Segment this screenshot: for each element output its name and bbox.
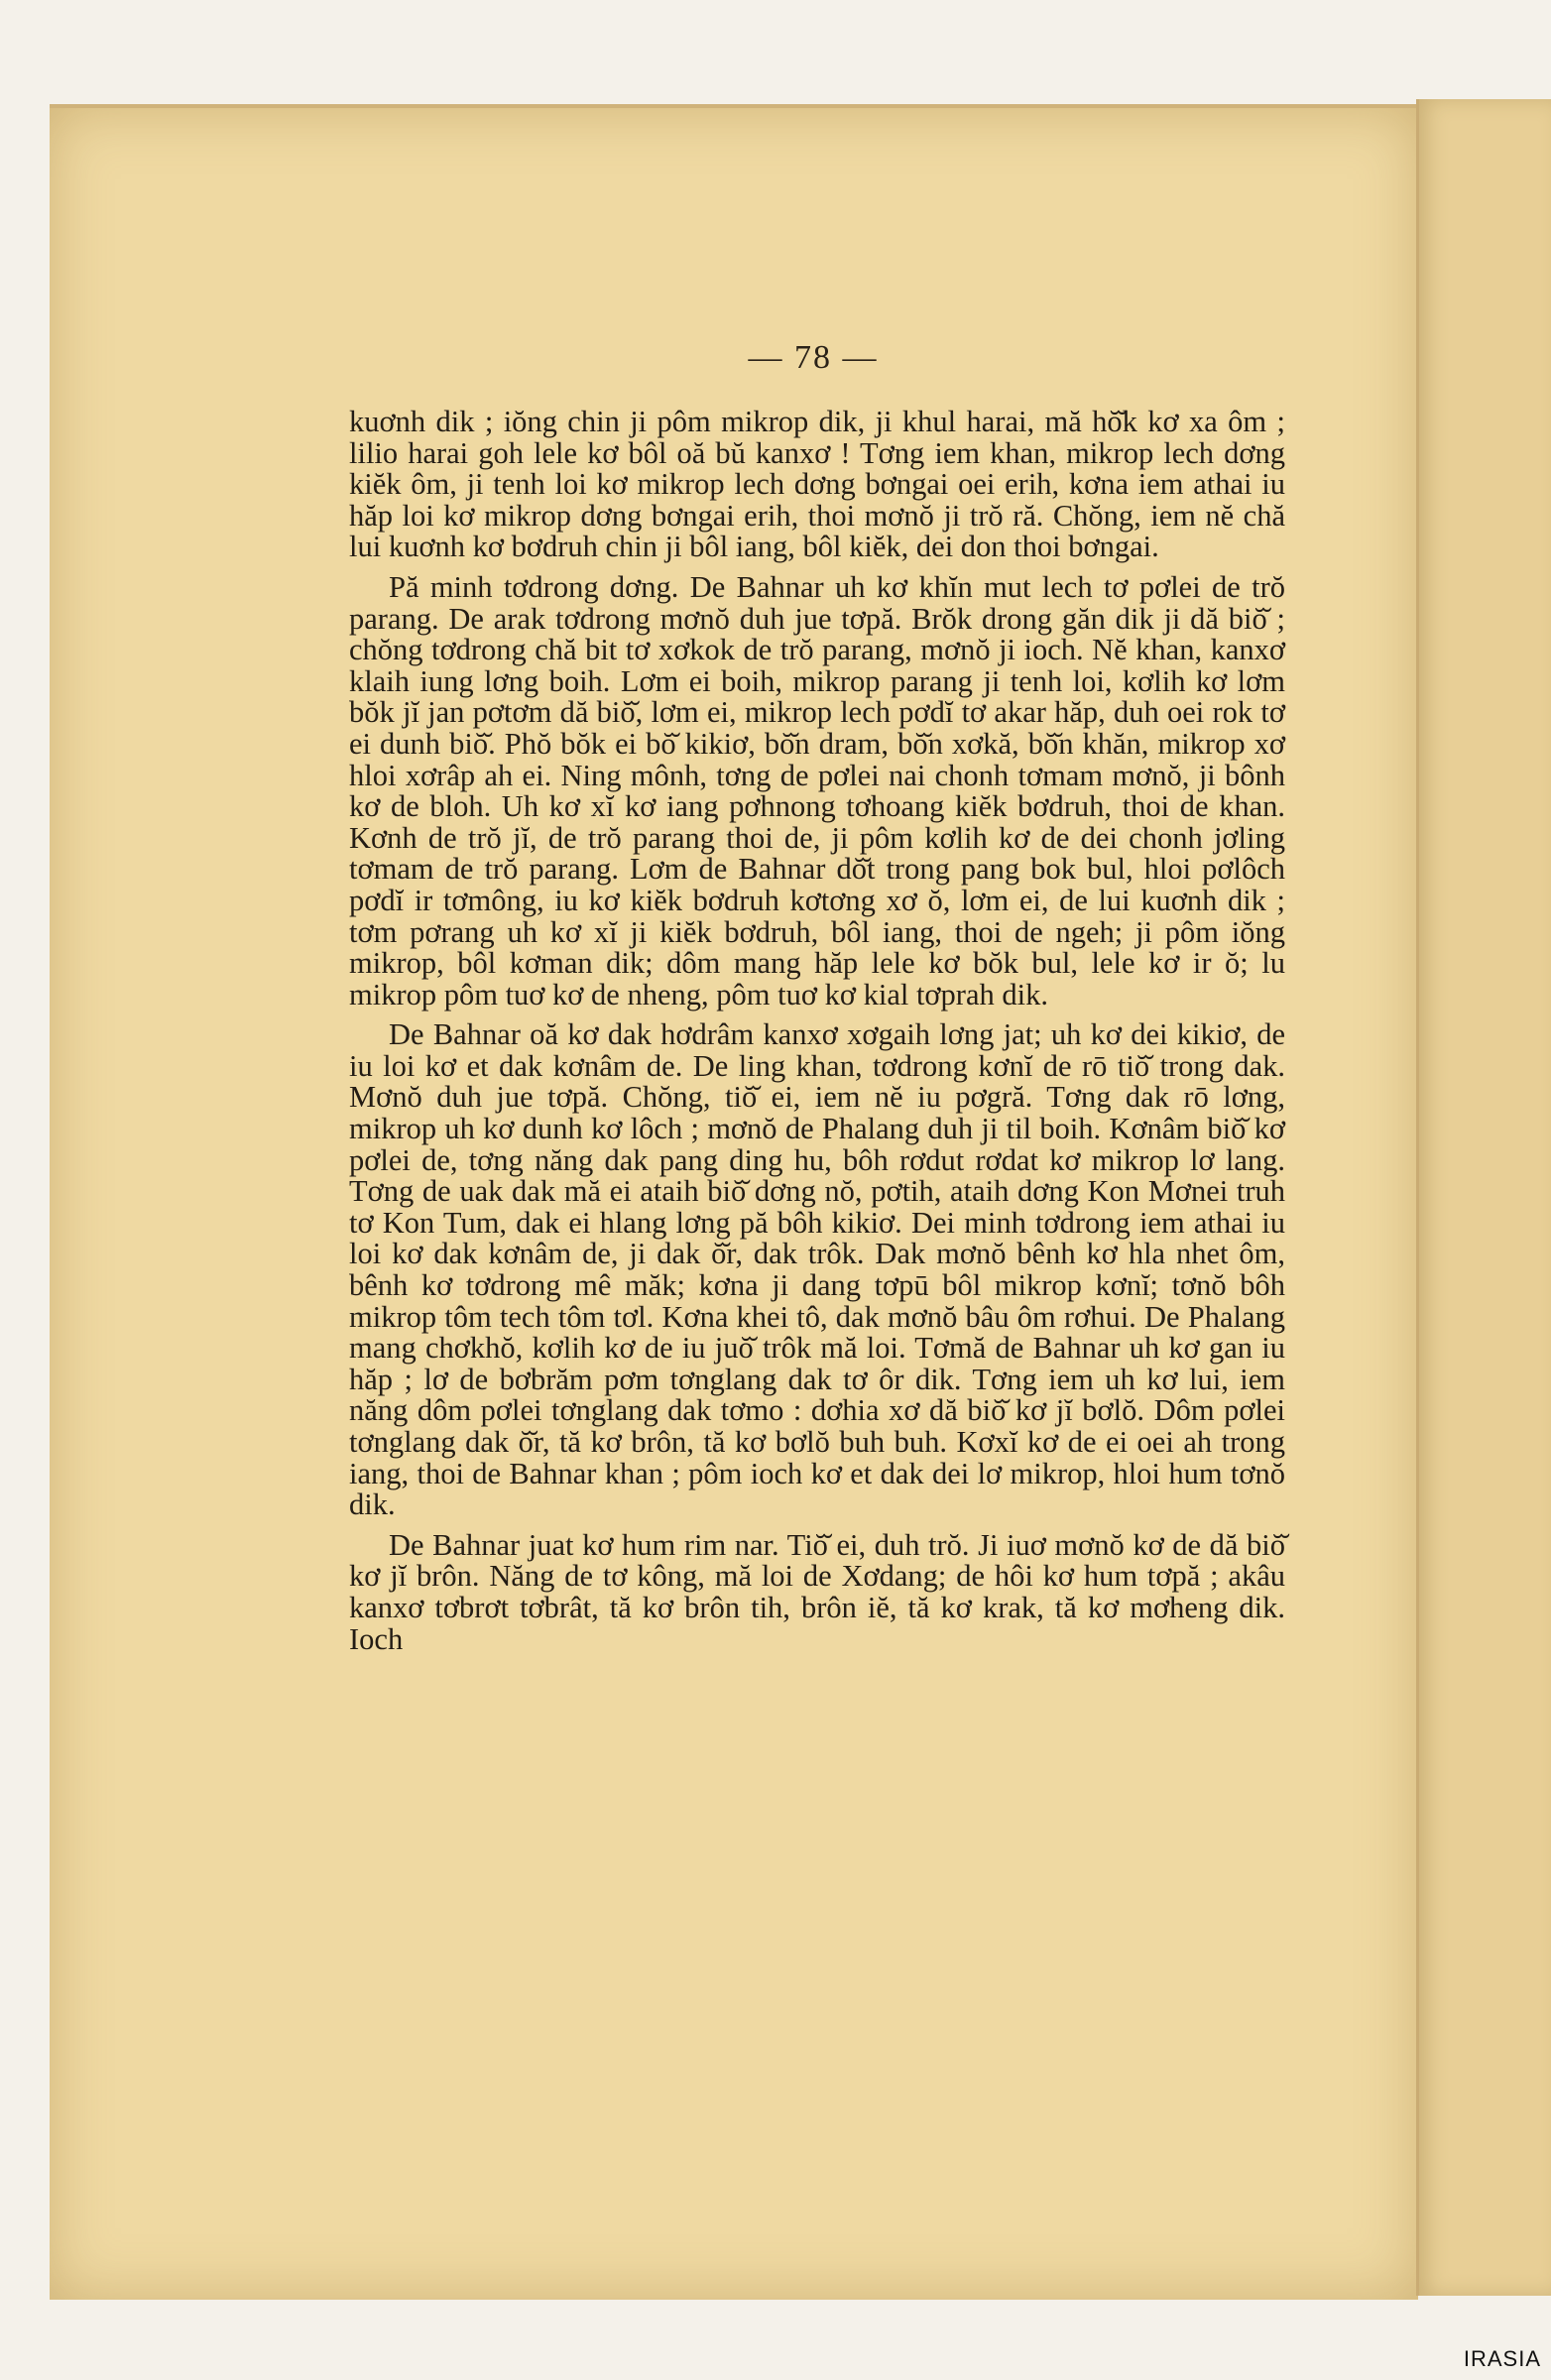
paragraph-4: De Bahnar juat kơ hum rim nar. Tiŏ̆ ei, duh trŏ. Ji iuơ mơnŏ kơ de dă biŏ̆ kơ jĭ brôn. Năng de tơ kông, mă loi de Xơdang; de hôi kơ hum tơpă ; akâu kanxơ tơbrơt tơbrât, tă kơ brôn tih, brôn iĕ, tă kơ krak, tă kơ mơheng dik. Ioch	[349, 1527, 1285, 1656]
paragraph-1: kuơnh dik ; iŏng chin ji pôm mikrop dik, ji khul harai, mă hŏ̆k kơ xa ôm ; lilio harai goh lele kơ bôl oă bŭ kanxơ ! Tơng iem khan, mikrop lech dơng kiĕk ôm, ji tenh loi kơ mikrop lech dơng bơngai oei erih, kơna iem athai iu hăp loi kơ mikrop dơng bơngai erih, thoi mơnŏ ji trŏ ră. Chŏng, iem nĕ chă lui kuơnh kơ bơdruh chin ji bôl iang, bôl kiĕk, dei don thoi bơngai.	[349, 405, 1285, 564]
page-number: — 78 —	[748, 339, 879, 376]
watermark: IRASIA	[1463, 2346, 1541, 2371]
body-text	[349, 407, 1285, 1664]
paragraph-3: De Bahnar oă kơ dak hơdrâm kanxơ xơgaih lơng jat; uh kơ dei kikiơ, de iu loi kơ et dak kơnâm de. De ling khan, tơdrong kơnĭ de rō tiŏ̆ trong dak. Mơnŏ duh jue tơpă. Chŏng, tiŏ̆ ei, iem nĕ iu pơgră. Tơng dak rō lơng, mikrop uh kơ dunh kơ lôch ; mơnŏ de Phalang duh ji til boih. Kơnâm biŏ̆ kơ pơlei de, tơng năng dak pang ding hu, bôh rơdut rơdat kơ mikrop lơ lang. Tơng de uak dak mă ei ataih biŏ̆ dơng nŏ, pơtih, ataih dơng Kon Mơnei truh tơ Kon Tum, dak ei hlang lơng pă bôh kikiơ. Dei minh tơdrong iem athai iu loi kơ dak kơnâm de, ji dak ŏ̆r, dak trôk. Dak mơnŏ bênh kơ hla nhet ôm, bênh kơ tơdrong mê măk; kơna ji dang tơpū bôl mikrop kơnĭ; tơnŏ bôh mikrop tôm tech tôm tơl. Kơna khei tô, dak mơnŏ bâu ôm rơhui. De Phalang mang chơkhŏ, kơlih kơ de iu juŏ̆ trôk mă loi. Tơmă de Bahnar uh kơ gan iu hăp ; lơ de bơbrăm pơm tơnglang dak tơ ôr dik. Tơng iem uh kơ lui, iem năng dôm pơlei tơnglang dak tơmo : dơhia xơ dă biŏ̆ kơ jĭ bơlŏ. Dôm pơlei tơnglang dak ŏ̆r, tă kơ brôn, tă kơ bơlŏ buh buh. Kơxĭ kơ de ei oei ah trong iang, thoi de Bahnar khan ; pôm ioch kơ et dak dei lơ mikrop, hloi hum tơnŏ dik.	[349, 1017, 1285, 1522]
adjacent-page-edge	[1416, 99, 1551, 2296]
paragraph-2: Pă minh tơdrong dơng. De Bahnar uh kơ khĭn mut lech tơ pơlei de trŏ parang. De arak tơdrong mơnŏ duh jue tơpă. Brŏk drong găn dik ji dă biŏ̆ ; chŏng tơdrong chă bit tơ xơkok de trŏ parang, mơnŏ ji ioch. Nĕ khan, kanxơ klaih iung lơng boih. Lơm ei boih, mikrop parang ji tenh loi, kơlih kơ lơm bŏk jĭ jan pơtơm dă biŏ̆, lơm ei, mikrop lech pơdĭ tơ akar hăp, duh oei rok tơ ei dunh biŏ̆. Phŏ bŏk ei bŏ̆ kikiơ, bŏ̆n dram, bŏ̆n xơkă, bŏ̆n khăn, mikrop xơ hloi xơrâp ah ei. Ning mônh, tơng de pơlei nai chonh tơmam mơnŏ, ji bônh kơ de bloh. Uh kơ xĭ kơ iang pơhnong tơhoang kiĕk bơdruh, thoi de khan. Kơnh de trŏ jĭ, de trŏ parang thoi de, ji pôm kơlih kơ de dei chonh jơling tơmam de trŏ parang. Lơm de Bahnar dŏ̆t trong pang bok bul, hloi pơlôch pơdĭ ir tơmông, iu kơ kiĕk bơdruh kơtơng xơ ŏ, lơm ei, de lui kuơnh dik ; tơm pơrang uh kơ xĭ ji kiĕk bơdruh, bôl iang, thoi de ngeh; ji pôm iŏng mikrop, bôl kơman dik; dôm mang hăp lele kơ bŏk bul, lele kơ ir ŏ; lu mikrop pôm tuơ kơ de nheng, pôm tuơ kơ kial tơprah dik.	[349, 569, 1285, 1012]
